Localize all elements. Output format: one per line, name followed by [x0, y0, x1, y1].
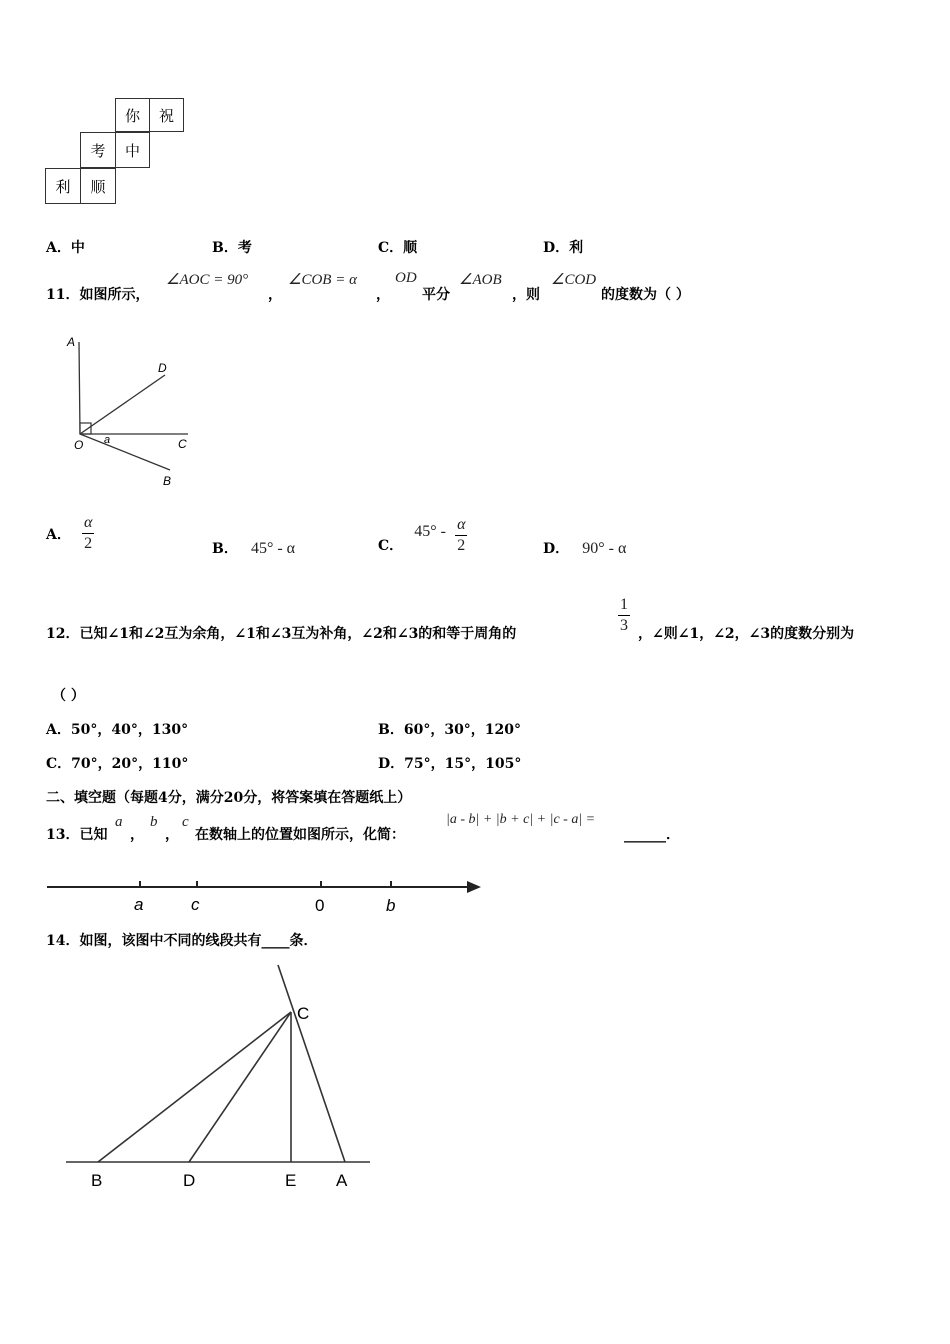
q11-option-a: A． $\frac{\alpha}{2}$ — [46, 514, 93, 552]
point-B: B — [91, 1171, 103, 1190]
q11-option-c: C． 45° - $\frac{\alpha}{2}$ — [378, 515, 466, 554]
cube-cell: 考 — [80, 132, 116, 168]
angle-figure — [55, 330, 205, 490]
label-A: A — [67, 335, 76, 349]
axis-label-b: b — [386, 896, 396, 915]
point-A: A — [336, 1171, 348, 1190]
section-heading: 二、填空题（每题4分，满分20分，将答案填在答题纸上） — [46, 790, 412, 806]
label-B: B — [163, 474, 172, 488]
segment-figure — [60, 960, 380, 1195]
cube-cell: 中 — [115, 132, 150, 168]
cube-cell: 利 — [45, 168, 81, 204]
cube-cell: 顺 — [80, 168, 116, 204]
q12-answer-paren: （ ） — [52, 688, 85, 704]
q12-option-b: B．60°，30°，120° — [378, 722, 522, 738]
cube-cell: 祝 — [149, 98, 184, 132]
q12-question-text-1: 12．已知∠1和∠2互为余角，∠1和∠3互为补角，∠2和∠3的和等于周角的 — [46, 626, 517, 642]
label-D: D — [158, 361, 167, 375]
label-O: O — [74, 438, 84, 452]
label-alpha: a — [104, 434, 111, 446]
point-E: E — [285, 1171, 297, 1190]
q12-option-a: A．50°，40°，130° — [46, 722, 189, 738]
q12-option-c: C．70°，20°，110° — [46, 756, 189, 772]
axis-label-c: c — [191, 895, 200, 914]
q12-question-text-2: ，∠则∠1，∠2，∠3的度数分别为 — [638, 626, 855, 642]
number-line — [45, 870, 485, 920]
q10-option-c: C．顺 — [378, 240, 418, 256]
point-C: C — [297, 1004, 310, 1023]
q10-option-a: A．中 — [46, 240, 85, 256]
axis-label-zero: 0 — [315, 896, 325, 915]
q12-fraction: $\frac{1}{3}$ — [620, 596, 628, 634]
q10-option-d: D．利 — [543, 240, 584, 256]
point-D: D — [183, 1171, 196, 1190]
q11-option-b: B． 45° - α — [212, 540, 296, 557]
q12-option-d: D．75°，15°，105° — [378, 756, 522, 772]
axis-label-a: a — [134, 895, 144, 914]
label-C: C — [178, 437, 187, 451]
q14-question: 14．如图，该图中不同的线段共有____条． — [46, 933, 318, 949]
cube-cell: 你 — [115, 98, 150, 132]
q10-option-b: B．考 — [212, 240, 252, 256]
q11-option-d: D． 90° - α — [543, 540, 627, 557]
